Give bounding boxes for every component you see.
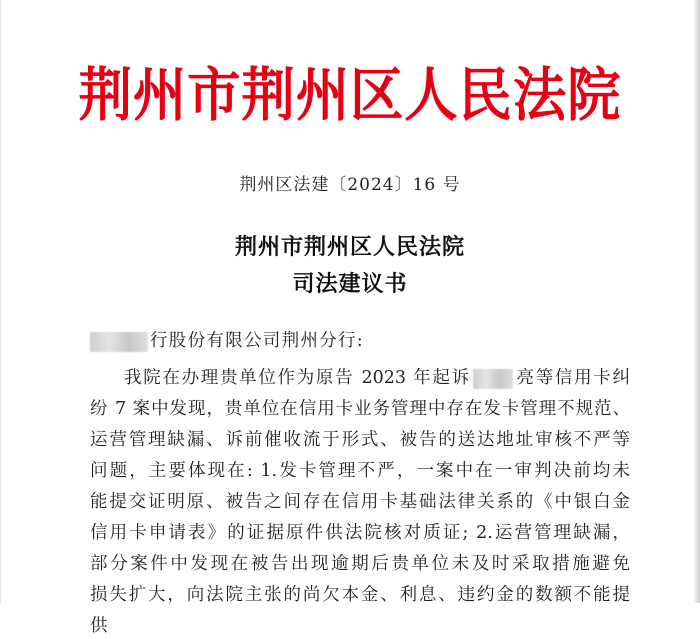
page-left-edge [0, 0, 1, 603]
paragraph-line-1 [124, 365, 630, 391]
document-number: 荆州区法建〔2024〕16 号 [239, 175, 461, 195]
paragraph-line-1-start: 我院在办理贵单位作为原告 2023 年起诉 [124, 368, 471, 388]
paragraph-line-1-end: 亮等信用卡纠 [514, 368, 630, 388]
paragraph-line-3: 运营管理缺漏、诉前催收流于形式、被告的送达地址审核不严等 [90, 430, 630, 450]
document-title-court: 荆州市荆州区人民法院 [234, 235, 465, 260]
paragraph-line-6: 信用卡申请表》的证据原件供法院核对质证; 2.运营管理缺漏， [90, 523, 630, 543]
addressee-text: 行股份有限公司荆州分行: [150, 331, 364, 351]
document-title-type: 司法建议书 [292, 272, 408, 297]
paragraph-line-8: 损失扩大，向法院主张的尚欠本金、利息、违约金的数额不能提 [90, 585, 630, 605]
page-right-shadow [694, 0, 700, 603]
paragraph-line-7: 部分案件中发现在被告出现逾期后贵单位未及时采取措施避免 [90, 554, 630, 574]
paragraph-line-9: 供 [90, 616, 108, 636]
court-red-header: 荆州市荆州区人民法院 [78, 61, 622, 129]
paragraph-line-2: 纷 7 案中发现，贵单位在信用卡业务管理中存在发卡管理不规范、 [90, 399, 630, 419]
paragraph-line-5: 能提交证明原、被告之间存在信用卡基础法律关系的《中银白金 [90, 492, 630, 512]
redacted-bank-name [90, 332, 148, 352]
addressee-line [90, 328, 364, 354]
paragraph-line-4: 问题，主要体现在: 1.发卡管理不严，一案中在一审判决前均未 [90, 461, 630, 481]
redacted-defendant-name [473, 369, 513, 389]
